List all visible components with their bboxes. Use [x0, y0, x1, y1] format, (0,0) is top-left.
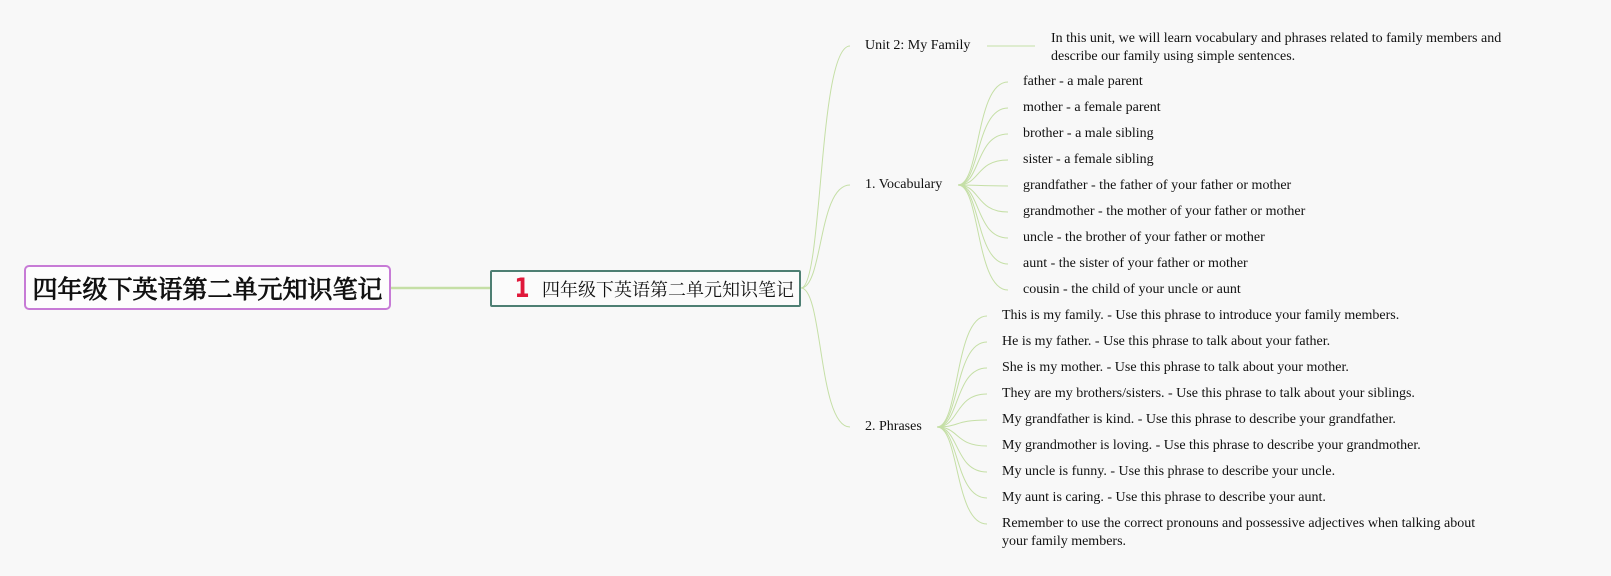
vocab-connector	[958, 134, 1008, 185]
phrases-topic[interactable]: 2. Phrases	[865, 419, 922, 434]
vocab-item[interactable]: brother - a male sibling	[1023, 126, 1154, 141]
unit-topic[interactable]: Unit 2: My Family	[865, 38, 971, 53]
phrases-connector	[801, 288, 850, 427]
vocab-item[interactable]: grandfather - the father of your father or mother	[1023, 178, 1292, 193]
phrase-connector	[937, 368, 987, 427]
vocab-item[interactable]: father - a male parent	[1023, 74, 1143, 89]
phrase-connector	[937, 427, 987, 472]
vocab-item[interactable]: mother - a female parent	[1023, 100, 1161, 115]
phrase-item[interactable]: She is my mother. - Use this phrase to talk about your mother.	[1002, 360, 1349, 375]
phrase-item[interactable]: This is my family. - Use this phrase to introduce your family members.	[1002, 308, 1400, 323]
vocab-item[interactable]: grandmother - the mother of your father or mother	[1023, 204, 1306, 219]
number-one-icon: 1	[514, 273, 530, 304]
phrase-item[interactable]: My uncle is funny. - Use this phrase to describe your uncle.	[1002, 464, 1336, 479]
phrase-item[interactable]: My grandfather is kind. - Use this phrase to describe your grandfather.	[1002, 412, 1396, 427]
vocab-item[interactable]: sister - a female sibling	[1023, 152, 1154, 167]
phrase-item[interactable]: He is my father. - Use this phrase to talk about your father.	[1002, 334, 1331, 349]
root-topic-label: 四年级下英语第二单元知识笔记	[32, 274, 383, 304]
vocab-item[interactable]: uncle - the brother of your father or mother	[1023, 230, 1265, 245]
phrase-connector	[937, 427, 987, 524]
vocabulary-connector	[801, 185, 850, 288]
unit-connector	[801, 46, 850, 288]
vocab-item[interactable]: aunt - the sister of your father or mother	[1023, 256, 1248, 271]
main-topic[interactable]	[490, 270, 801, 307]
phrase-item[interactable]: My grandmother is loving. - Use this phrase to describe your grandmother.	[1002, 438, 1421, 453]
phrase-connector	[937, 427, 987, 498]
vocabulary-topic[interactable]: 1. Vocabulary	[865, 177, 943, 192]
root-topic[interactable]	[24, 265, 391, 310]
unit-description[interactable]: In this unit, we will learn vocabulary and phrases related to family members and describe our family using simple sentences.	[1051, 31, 1502, 63]
phrase-item[interactable]: My aunt is caring. - Use this phrase to describe your aunt.	[1002, 490, 1326, 505]
phrase-item[interactable]: They are my brothers/sisters. - Use this phrase to talk about your siblings.	[1002, 386, 1415, 401]
phrase-item[interactable]: Remember to use the correct pronouns and possessive adjectives when talking about your family members.	[1002, 516, 1476, 548]
vocab-item[interactable]: cousin - the child of your uncle or aunt	[1023, 282, 1241, 297]
main-topic-label: 四年级下英语第二单元知识笔记	[542, 279, 794, 301]
